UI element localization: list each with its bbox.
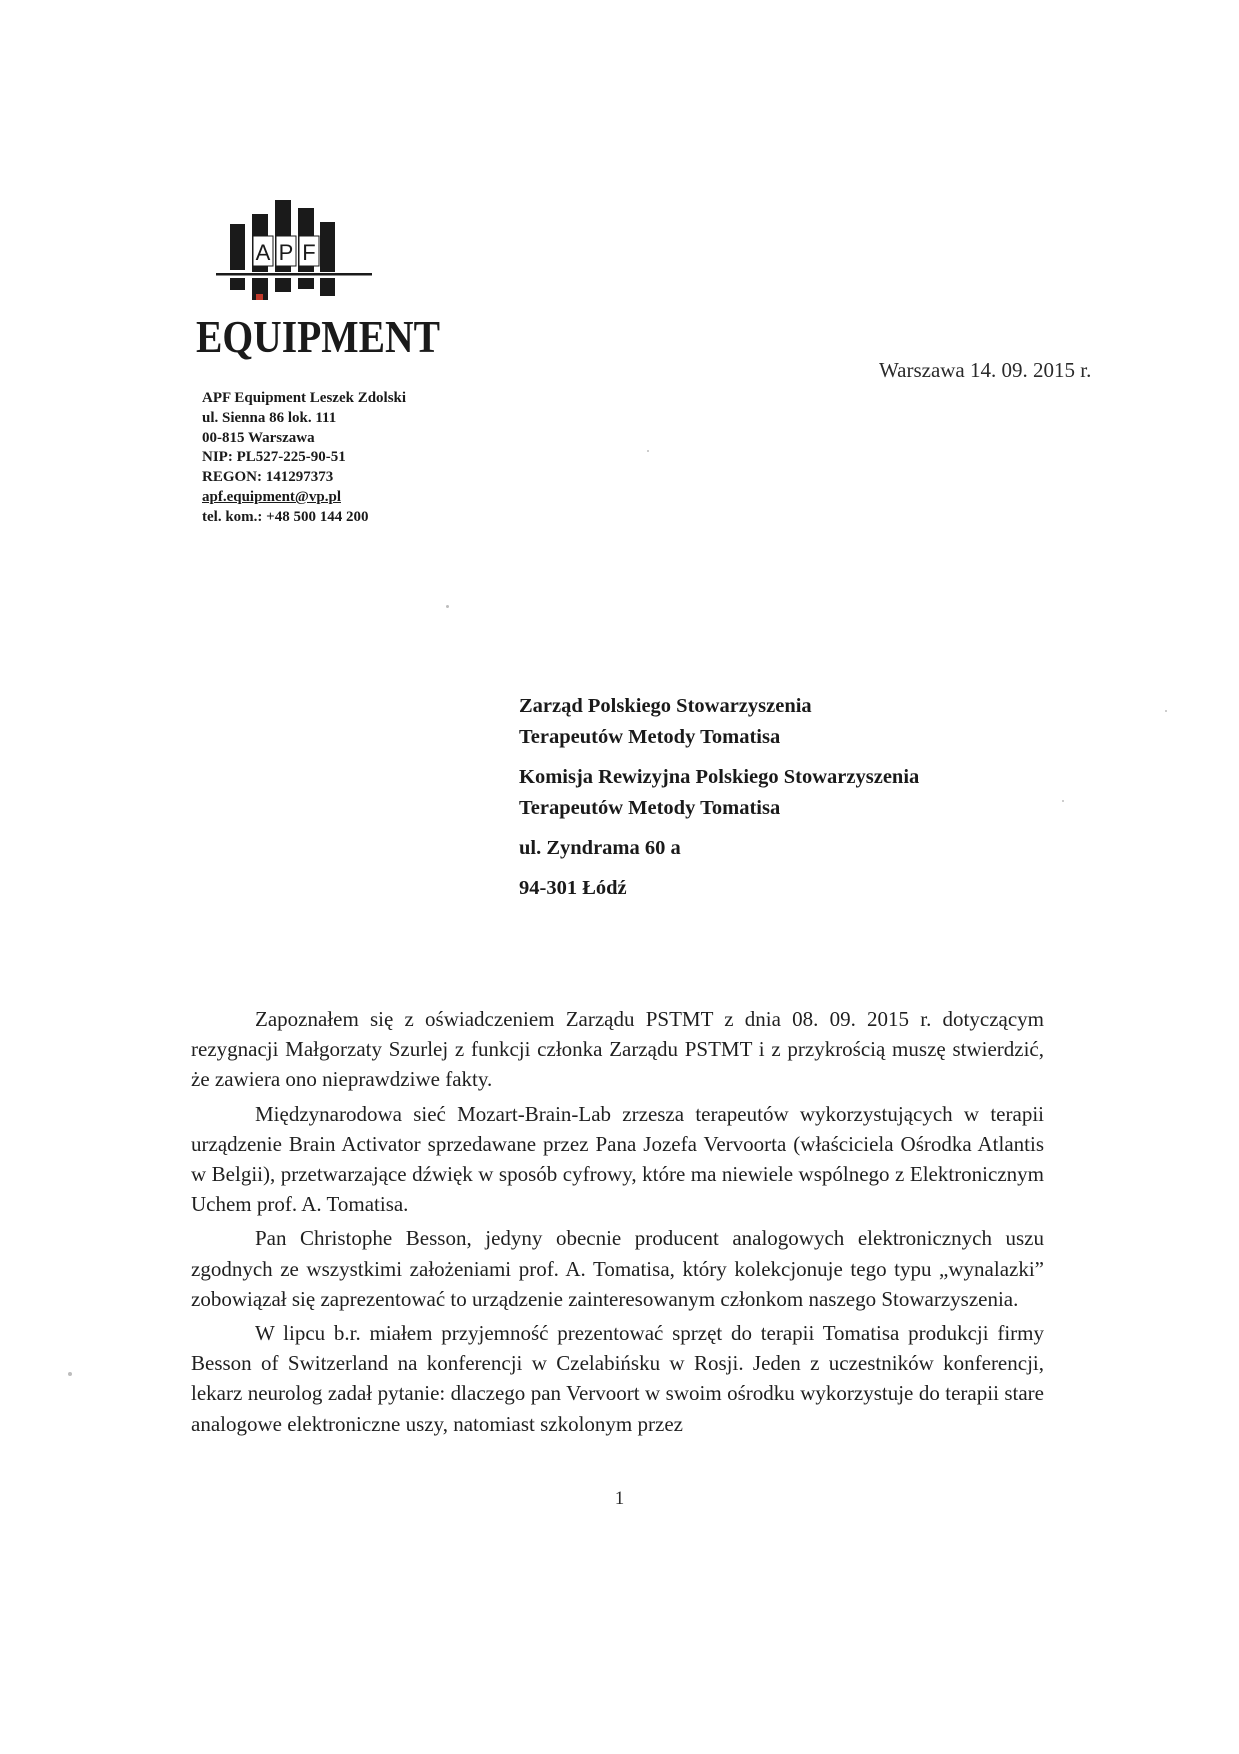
recipient-line-3: Komisja Rewizyjna Polskiego Stowarzyszenia [519, 766, 920, 788]
sender-nip: NIP: PL527-225-90-51 [202, 449, 346, 466]
recipient-line-4: Terapeutów Metody Tomatisa [519, 797, 781, 819]
body-paragraph-2: Międzynarodowa sieć Mozart-Brain-Lab zrzesza terapeutów wykorzystujących w terapii urządzenie Brain Activator sprzedawane przez Pana Jozefa Vervoorta (właściciela Ośrodka Atlantis w Belgii), przetwarzające dźwięk w sposób cyfrowy, które ma niewiele wspólnego z Elektronicznym Uchem prof. A. Tomatisa. [191, 1101, 1044, 1217]
sender-name: APF Equipment Leszek Zdolski [202, 390, 407, 406]
apf-logo-mark [208, 198, 378, 318]
scan-speck [68, 1372, 72, 1376]
recipient-line-1: Zarząd Polskiego Stowarzyszenia [519, 695, 812, 717]
scan-speck [1165, 710, 1167, 712]
letter-date: Warszawa 14. 09. 2015 r. [879, 358, 1092, 382]
sender-address [202, 389, 406, 528]
sender-phone: tel. kom.: +48 500 144 200 [202, 508, 369, 525]
recipient-line-2: Terapeutów Metody Tomatisa [519, 726, 781, 748]
body-paragraph-4: W lipcu b.r. miałem przyjemność prezentować sprzęt do terapii Tomatisa produkcji firmy Besson of Switzerland na konferencji w Czelabińsku w Rosji. Jeden z uczestników konferencji, lekarz neurolog zadał pytanie: dlaczego pan Vervoort w swoim ośrodku wykorzystuje do terapii stare analogowe elektroniczne uszy, natomiast szkolonym przez [191, 1321, 1044, 1436]
scan-speck [446, 605, 449, 608]
logo-letter-a: A [255, 240, 271, 265]
scan-speck [647, 450, 649, 452]
logo-letter-f: F [302, 240, 316, 265]
recipient-city: 94-301 Łódź [519, 877, 627, 899]
scan-speck [1062, 800, 1064, 802]
recipient-street: ul. Zyndrama 60 a [519, 837, 681, 859]
body-paragraph-1: Zapoznałem się z oświadczeniem Zarządu PSTMT z dnia 08. 09. 2015 r. dotyczącym rezygnacji Małgorzaty Szurlej z funkcji członka Zarządu PSTMT i z przykrością muszę stwierdzić, że zawiera ono nieprawdziwe fakty. [191, 1007, 1044, 1092]
sender-street: ul. Sienna 86 lok. 111 [202, 409, 337, 426]
body-paragraph-3: Pan Christophe Besson, jedyny obecnie producent analogowych elektronicznych uszu zgodnych ze wszystkimi założeniami prof. A. Tomatisa, który kolekcjonuje tego typu „wynalazki” zobowiązał się zaprezentować to urządzenie zainteresowanym członkom naszego Stowarzyszenia. [191, 1226, 1044, 1311]
sender-city: 00-815 Warszawa [202, 429, 315, 446]
recipient-address [519, 691, 919, 904]
sender-email: apf.equipment@vp.pl [202, 488, 341, 505]
logo-wordmark: EQUIPMENT [196, 311, 440, 362]
page-number: 1 [614, 1488, 625, 1509]
logo-letter-p: P [278, 240, 294, 265]
sender-regon: REGON: 141297373 [202, 469, 334, 486]
letter-body [191, 1004, 1044, 1443]
